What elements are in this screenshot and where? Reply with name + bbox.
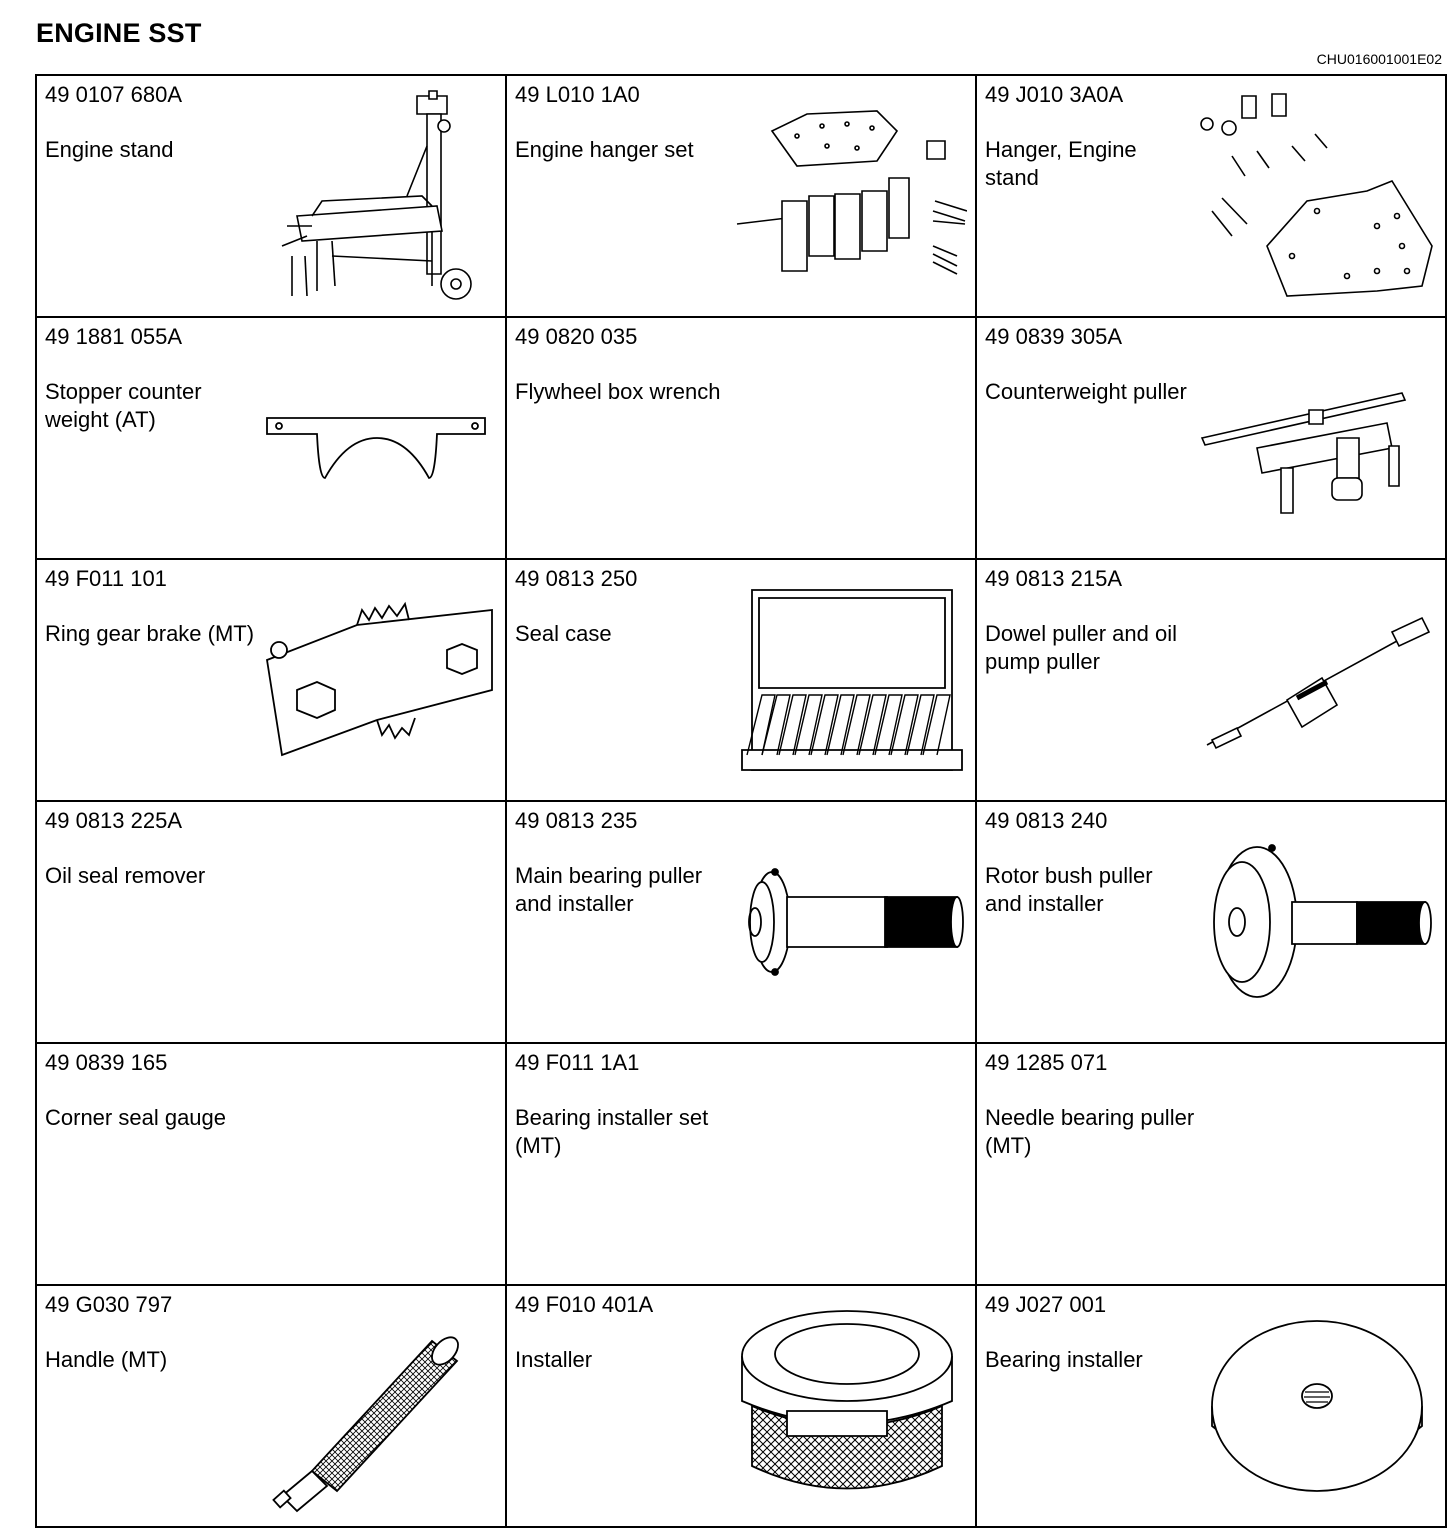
tool-name: Engine hanger set [515, 137, 694, 162]
table-row [36, 559, 1446, 801]
counterweight-puller-icon [1197, 328, 1437, 548]
part-number: 49 F011 101 [45, 566, 167, 591]
table-row [36, 1043, 1446, 1285]
tool-cell [36, 75, 506, 317]
tool-cell [506, 1043, 976, 1285]
table-row [36, 801, 1446, 1043]
table-row [36, 75, 1446, 317]
tool-name: Oil seal remover [45, 863, 206, 888]
tool-name: Dowel puller and oil pump puller [985, 621, 1177, 674]
disc-installer-icon [1197, 1296, 1437, 1516]
tool-cell [976, 801, 1446, 1043]
part-number: 49 L010 1A0 [515, 82, 640, 107]
part-number: 49 F011 1A1 [515, 1050, 640, 1075]
part-number: 49 1285 071 [985, 1050, 1108, 1075]
part-number: 49 0839 305A [985, 324, 1123, 349]
part-number: 49 0839 165 [45, 1050, 168, 1075]
part-number: 49 1881 055A [45, 324, 183, 349]
tool-name: Counterweight puller [985, 379, 1187, 404]
tool-name: Bearing installer set (MT) [515, 1105, 709, 1158]
tool-cell [36, 1285, 506, 1527]
tool-cell [976, 75, 1446, 317]
part-number: 49 J027 001 [985, 1292, 1107, 1317]
tool-cell [36, 559, 506, 801]
tool-cell [506, 801, 976, 1043]
rotor-bush-puller-icon [1197, 812, 1437, 1032]
part-number: 49 0813 250 [515, 566, 638, 591]
tool-cell [506, 75, 976, 317]
bearing-puller-bolt-icon [727, 812, 967, 1032]
document-code: CHU016001001E02 [1316, 51, 1442, 67]
part-number: 49 J010 3A0A [985, 82, 1124, 107]
table-row [36, 1285, 1446, 1527]
tool-name: Stopper counter weight (AT) [45, 379, 202, 432]
tool-cell [506, 1285, 976, 1527]
ring-installer-icon [727, 1296, 967, 1516]
tool-cell [36, 1043, 506, 1285]
tool-name: Hanger, Engine stand [985, 137, 1137, 190]
tool-cell [976, 559, 1446, 801]
tool-name: Corner seal gauge [45, 1105, 227, 1130]
part-number: 49 0820 035 [515, 324, 638, 349]
stopper-plate-icon [257, 328, 497, 548]
ring-gear-brake-icon [257, 570, 497, 790]
tool-cell [506, 317, 976, 559]
part-number: 49 G030 797 [45, 1292, 173, 1317]
tool-name: Flywheel box wrench [515, 379, 721, 404]
tool-cell [976, 1285, 1446, 1527]
tool-name: Installer [515, 1347, 593, 1372]
seal-case-icon [727, 570, 967, 790]
knurled-handle-icon [257, 1296, 497, 1516]
tool-cell [976, 317, 1446, 559]
table-row [36, 317, 1446, 559]
tool-name: Handle (MT) [45, 1347, 168, 1372]
tool-name: Rotor bush puller and installer [985, 863, 1153, 916]
part-number: 49 F010 401A [515, 1292, 654, 1317]
slide-hammer-puller-icon [1197, 570, 1437, 790]
part-number: 49 0813 215A [985, 566, 1123, 591]
engine-hanger-set-icon [727, 86, 967, 306]
tool-cell [506, 559, 976, 801]
part-number: 49 0813 225A [45, 808, 183, 833]
hanger-plate-bolts-icon [1197, 86, 1437, 306]
sst-table [35, 74, 1447, 1528]
tool-name: Needle bearing puller (MT) [985, 1105, 1195, 1158]
part-number: 49 0813 240 [985, 808, 1108, 833]
tool-name: Ring gear brake (MT) [45, 621, 255, 646]
tool-cell [36, 317, 506, 559]
tool-name: Bearing installer [985, 1347, 1143, 1372]
part-number: 49 0813 235 [515, 808, 638, 833]
engine-stand-icon [257, 86, 497, 306]
tool-name: Engine stand [45, 137, 174, 162]
tool-cell [36, 801, 506, 1043]
tool-name: Seal case [515, 621, 612, 646]
part-number: 49 0107 680A [45, 82, 183, 107]
tool-name: Main bearing puller and installer [515, 863, 703, 916]
page-title: ENGINE SST [36, 18, 202, 48]
tool-cell [976, 1043, 1446, 1285]
